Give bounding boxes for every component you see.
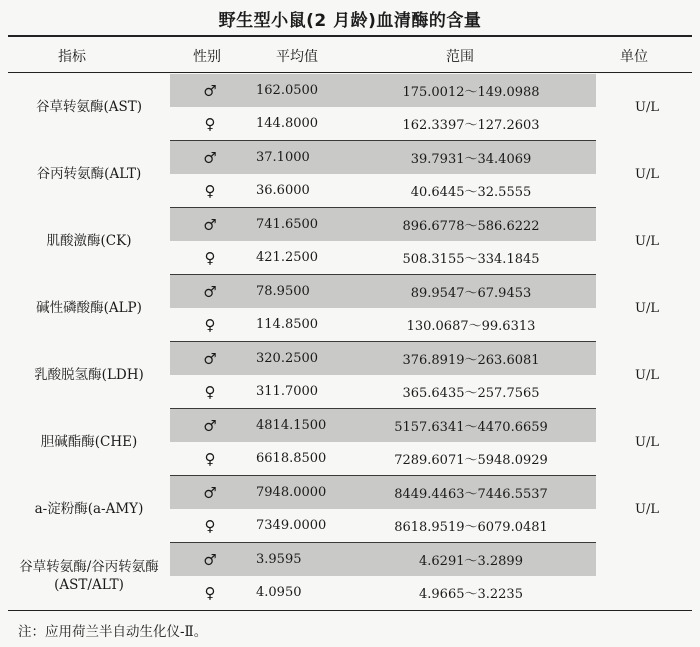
table-row bbox=[8, 141, 698, 175]
male-sex-symbol: ♂ bbox=[170, 476, 250, 510]
female-mean-value: 36.6000 bbox=[250, 174, 346, 208]
female-range-value: 40.6445～32.5555 bbox=[346, 174, 596, 208]
header-mean: 平均值 bbox=[276, 49, 318, 65]
unit-value: U/L bbox=[635, 300, 659, 316]
male-range-value: 8449.4463～7446.5537 bbox=[346, 476, 596, 510]
top-rule bbox=[8, 35, 692, 37]
male-range-value: 376.8919～263.6081 bbox=[346, 342, 596, 376]
male-sex-symbol: ♂ bbox=[170, 543, 250, 577]
table-title: 野生型小鼠(2 月龄)血清酶的含量 bbox=[218, 11, 482, 31]
female-range-value: 8618.9519～6079.0481 bbox=[346, 509, 596, 543]
female-mean-value: 421.2500 bbox=[250, 241, 346, 275]
header-range: 范围 bbox=[446, 49, 474, 65]
table-row bbox=[8, 275, 698, 309]
unit-value bbox=[596, 543, 698, 610]
male-sex-symbol: ♂ bbox=[170, 342, 250, 376]
male-sex-symbol: ♂ bbox=[170, 275, 250, 309]
header-rule bbox=[8, 72, 692, 73]
female-mean-value: 7349.0000 bbox=[250, 509, 346, 543]
indicator-name: 谷草转氨酶/谷丙转氨酶(AST/ALT) bbox=[19, 558, 159, 593]
male-sex-symbol: ♂ bbox=[170, 141, 250, 175]
unit-value: U/L bbox=[635, 233, 659, 249]
table-row bbox=[8, 74, 698, 107]
male-mean-value: 4814.1500 bbox=[250, 409, 346, 443]
male-mean-value: 320.2500 bbox=[250, 342, 346, 376]
unit-value: U/L bbox=[635, 166, 659, 182]
female-sex-symbol: ♀ bbox=[170, 509, 250, 543]
female-sex-symbol: ♀ bbox=[204, 583, 216, 602]
female-sex-symbol: ♀ bbox=[170, 375, 250, 409]
female-range-value: 130.0687～99.6313 bbox=[346, 308, 596, 342]
male-range-value: 175.0012～149.0988 bbox=[346, 74, 596, 107]
female-sex-symbol: ♀ bbox=[170, 174, 250, 208]
male-range-value: 896.6778～586.6222 bbox=[346, 208, 596, 242]
female-mean-value: 114.8500 bbox=[250, 308, 346, 342]
male-sex-symbol: ♂ bbox=[170, 74, 250, 107]
female-sex-symbol: ♀ bbox=[170, 442, 250, 476]
male-mean-value: 7948.0000 bbox=[250, 476, 346, 510]
table-row bbox=[8, 342, 698, 376]
female-range-value: 162.3397～127.2603 bbox=[346, 107, 596, 141]
unit-value: U/L bbox=[635, 434, 659, 450]
male-mean-value: 78.9500 bbox=[250, 275, 346, 309]
female-range-value: 365.6435～257.7565 bbox=[346, 375, 596, 409]
female-range-value: 508.3155～334.1845 bbox=[346, 241, 596, 275]
bottom-rule bbox=[8, 610, 692, 611]
indicator-name: 碱性磷酸酶(ALP) bbox=[36, 300, 142, 316]
unit-value: U/L bbox=[635, 501, 659, 517]
header-sex: 性别 bbox=[193, 49, 221, 65]
indicator-name: a-淀粉酶(a-AMY) bbox=[34, 501, 144, 517]
indicator-name: 谷丙转氨酶(ALT) bbox=[36, 166, 142, 182]
female-range-value: 7289.6071～5948.0929 bbox=[346, 442, 596, 476]
male-mean-value: 37.1000 bbox=[250, 141, 346, 175]
indicator-name: 胆碱酯酶(CHE) bbox=[40, 434, 138, 450]
table-row bbox=[8, 543, 698, 577]
table-row bbox=[8, 208, 698, 242]
male-sex-symbol: ♂ bbox=[170, 409, 250, 443]
female-mean-value: 4.0950 bbox=[256, 585, 302, 600]
male-range-value: 5157.6341～4470.6659 bbox=[346, 409, 596, 443]
female-sex-symbol: ♀ bbox=[170, 241, 250, 275]
table-note: 注：应用荷兰半自动生化仪-Ⅱ。 bbox=[18, 624, 208, 640]
unit-value: U/L bbox=[635, 99, 659, 115]
male-range-value: 4.6291～3.2899 bbox=[346, 543, 596, 577]
header-unit: 单位 bbox=[620, 49, 648, 65]
indicator-name: 乳酸脱氢酶(LDH) bbox=[34, 367, 144, 383]
male-mean-value: 162.0500 bbox=[250, 74, 346, 107]
indicator-name: 肌酸激酶(CK) bbox=[46, 233, 132, 249]
female-mean-value: 144.8000 bbox=[250, 107, 346, 141]
indicator-name: 谷草转氨酶(AST) bbox=[35, 99, 143, 116]
unit-value: U/L bbox=[635, 367, 659, 383]
male-range-value: 39.7931～34.4069 bbox=[346, 141, 596, 175]
male-mean-value: 3.9595 bbox=[250, 543, 346, 577]
female-sex-symbol: ♀ bbox=[170, 107, 250, 141]
female-range-value: 4.9665～3.2235 bbox=[419, 587, 523, 602]
male-range-value: 89.9547～67.9453 bbox=[346, 275, 596, 309]
male-sex-symbol: ♂ bbox=[170, 208, 250, 242]
enzyme-table bbox=[8, 74, 698, 609]
female-sex-symbol: ♀ bbox=[170, 308, 250, 342]
female-mean-value: 6618.8500 bbox=[250, 442, 346, 476]
male-mean-value: 741.6500 bbox=[250, 208, 346, 242]
female-mean-value: 311.7000 bbox=[250, 375, 346, 409]
table-row bbox=[8, 409, 698, 443]
table-row bbox=[8, 476, 698, 510]
header-indicator: 指标 bbox=[58, 49, 86, 65]
